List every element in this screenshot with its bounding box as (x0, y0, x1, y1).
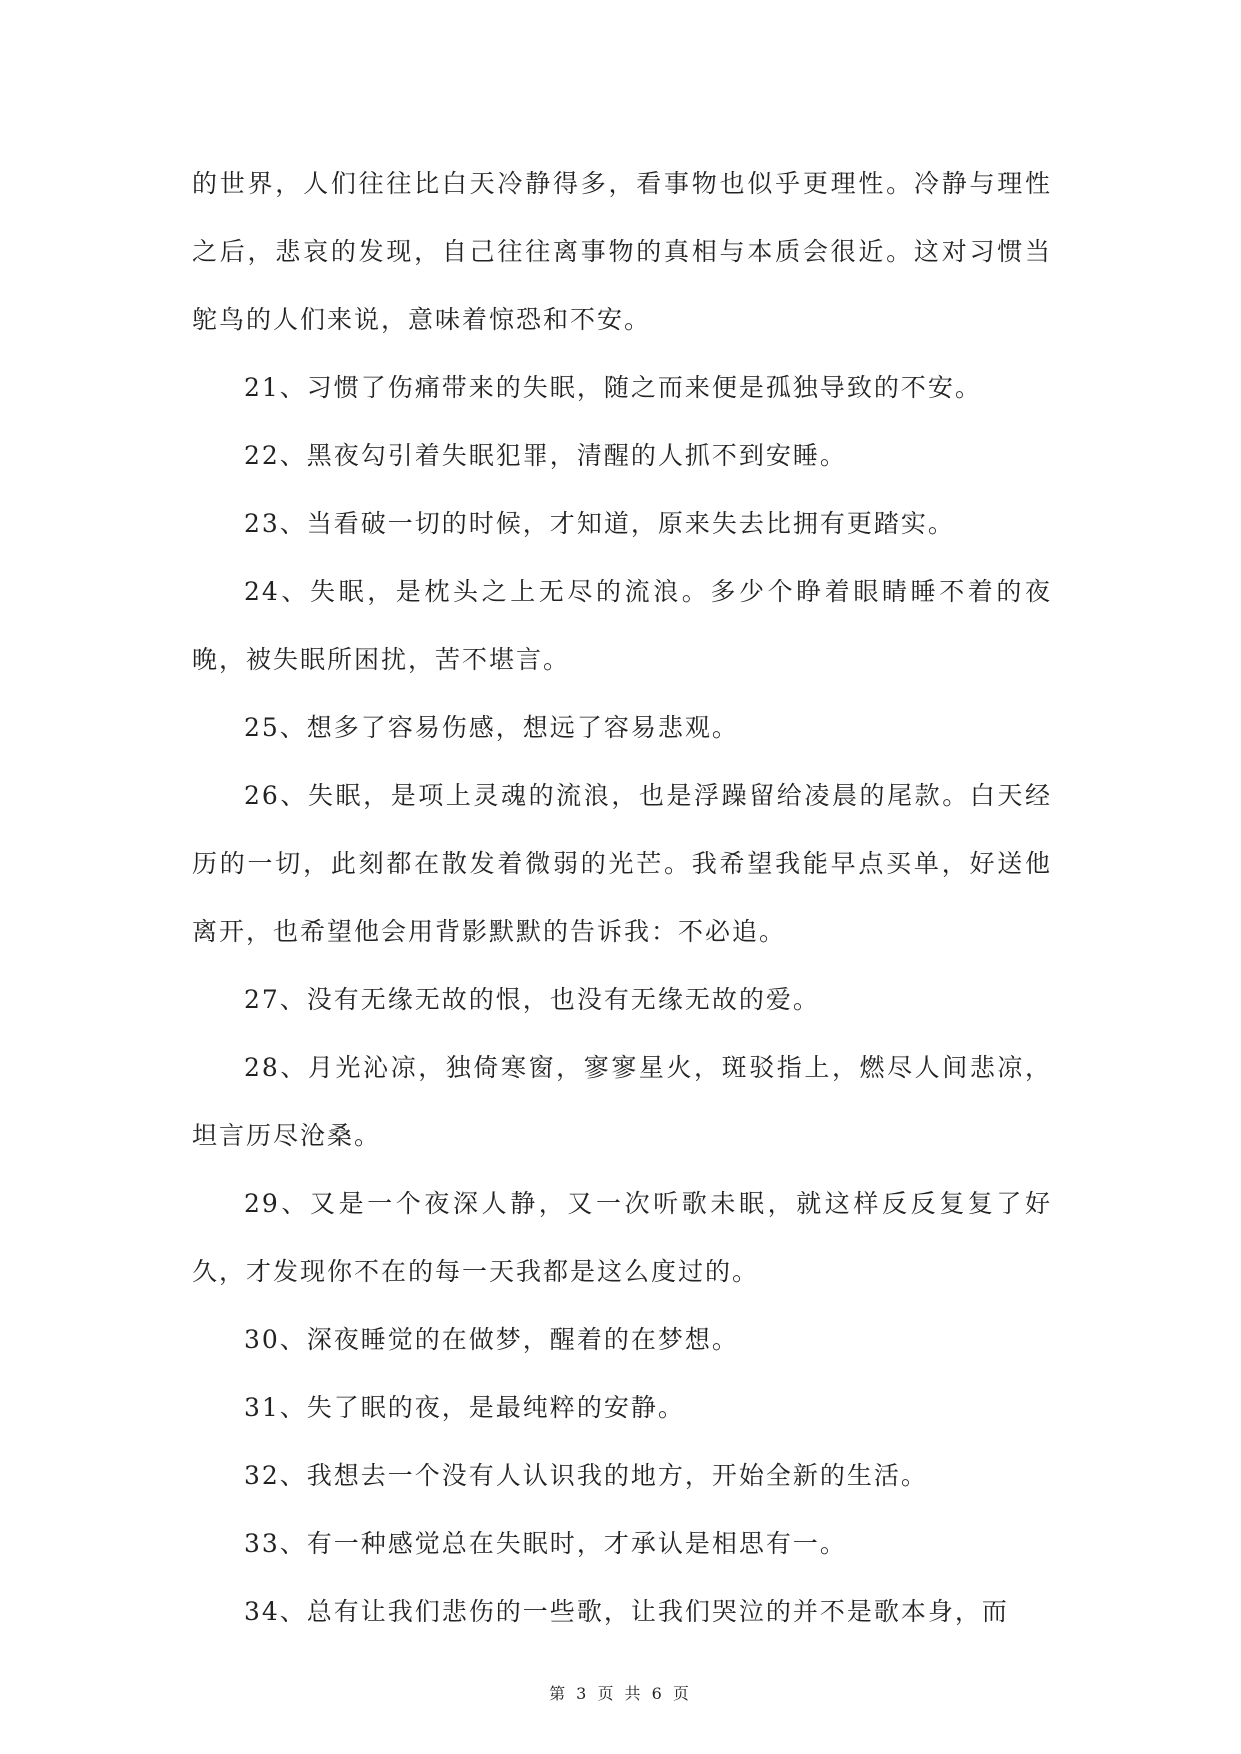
paragraph-item-26: 26、失眠，是项上灵魂的流浪，也是浮躁留给凌晨的尾款。白天经历的一切，此刻都在散发着微弱的光芒。我希望我能早点买单，好送他离开，也希望他会用背影默默的告诉我：不必追。 (192, 781, 1052, 946)
document-body (192, 150, 1052, 1646)
paragraph-item-22: 22、黑夜勾引着失眠犯罪，清醒的人抓不到安睡。 (244, 441, 847, 470)
paragraph-item-23: 23、当看破一切的时候，才知道，原来失去比拥有更踏实。 (244, 509, 955, 538)
paragraph-item-30: 30、深夜睡觉的在做梦，醒着的在梦想。 (244, 1325, 739, 1354)
paragraph-item-31: 31、失了眠的夜，是最纯粹的安静。 (244, 1393, 685, 1422)
paragraph-item-29: 29、又是一个夜深人静，又一次听歌未眠，就这样反反复复了好久，才发现你不在的每一天我都是这么度过的。 (192, 1189, 1052, 1286)
paragraph-item-32: 32、我想去一个没有人认识我的地方，开始全新的生活。 (244, 1461, 928, 1490)
paragraph-item-28: 28、月光沁凉，独倚寒窗，寥寥星火，斑驳指上，燃尽人间悲凉，坦言历尽沧桑。 (192, 1053, 1052, 1150)
paragraph-item-27: 27、没有无缘无故的恨，也没有无缘无故的爱。 (244, 985, 820, 1014)
paragraph-continuation: 的世界，人们往往比白天冷静得多，看事物也似乎更理性。冷静与理性之后，悲哀的发现，自己往往离事物的真相与本质会很近。这对习惯当鸵鸟的人们来说，意味着惊恐和不安。 (192, 169, 1052, 334)
paragraph-item-34: 34、总有让我们悲伤的一些歌，让我们哭泣的并不是歌本身，而 (244, 1597, 1009, 1626)
paragraph-item-24: 24、失眠，是枕头之上无尽的流浪。多少个睁着眼睛睡不着的夜晚，被失眠所困扰，苦不堪言。 (192, 577, 1052, 674)
paragraph-item-33: 33、有一种感觉总在失眠时，才承认是相思有一。 (244, 1529, 847, 1558)
paragraph-item-21: 21、习惯了伤痛带来的失眠，随之而来便是孤独导致的不安。 (244, 373, 982, 402)
page-number-footer: 第 3 页 共 6 页 (549, 1684, 692, 1703)
paragraph-item-25: 25、想多了容易伤感，想远了容易悲观。 (244, 713, 739, 742)
